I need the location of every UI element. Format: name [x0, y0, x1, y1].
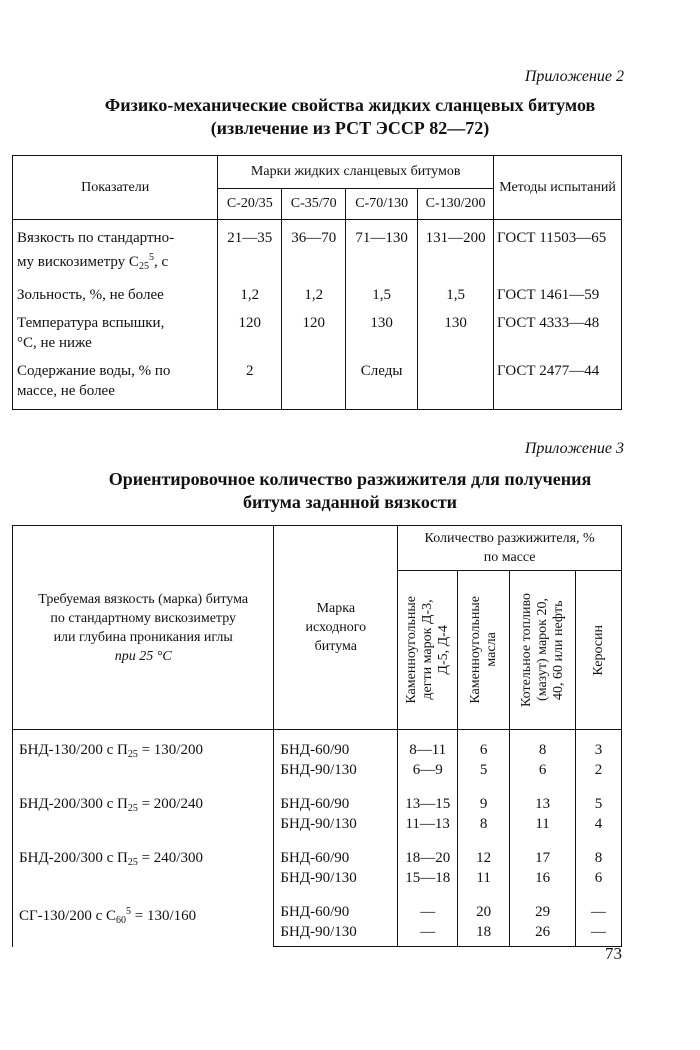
- solvent-quantity-table: [12, 525, 622, 947]
- value-cell: 6: [510, 760, 576, 780]
- value-cell: 2: [218, 355, 282, 410]
- value-cell: 8—11: [398, 730, 458, 761]
- header-line: Требуемая вязкость (марка) битума: [38, 591, 249, 607]
- value-cell: 131—200: [418, 220, 494, 280]
- table1-title-line2: (извлечение из РСТ ЭССР 82—72): [210, 118, 490, 138]
- method-cell: ГОСТ 1461—59: [494, 279, 622, 307]
- solvent-header: [458, 571, 510, 730]
- value-cell: 2: [576, 760, 622, 780]
- grade-header: С-20/35: [218, 189, 282, 220]
- value-cell: 18: [458, 922, 510, 947]
- value-cell: 1,5: [418, 279, 494, 307]
- table-row: [13, 848, 622, 868]
- source-grade-cell: БНД-90/130: [274, 760, 398, 780]
- table-row: [13, 355, 622, 410]
- source-grade-cell: БНД-60/90: [274, 902, 398, 922]
- req-text: СГ-130/200 с С: [19, 908, 117, 924]
- method-cell: ГОСТ 2477—44: [494, 355, 622, 410]
- header-line: или глубина проникания иглы: [53, 629, 233, 645]
- solvent-line: Каменноугольные: [403, 596, 419, 704]
- indicator-line: Температура вспышки,: [17, 315, 165, 331]
- value-cell: 1,5: [346, 279, 418, 307]
- indicator-line: массе, не более: [17, 383, 115, 399]
- method-cell: ГОСТ 11503—65: [494, 220, 622, 280]
- header-methods: Методы испытаний: [494, 156, 622, 220]
- indicator-subscript: 25: [138, 261, 149, 272]
- indicator-line: му вискозиметру C: [17, 254, 139, 270]
- solvent-line: 40, 60 или нефть: [550, 600, 566, 700]
- value-cell: —: [398, 902, 458, 922]
- value-cell: [282, 355, 346, 410]
- req-text: = 200/240: [137, 796, 203, 812]
- value-cell: Следы: [346, 355, 418, 410]
- appendix-2-label: Приложение 2: [524, 68, 624, 85]
- source-grade-cell: БНД-60/90: [274, 730, 398, 761]
- header-line: битума: [314, 639, 357, 654]
- indicator-cell: [13, 220, 218, 280]
- value-cell: 5: [458, 760, 510, 780]
- header-line: по массе: [483, 550, 536, 565]
- table-row: [13, 902, 622, 922]
- value-cell: 11: [458, 868, 510, 888]
- req-subscript: 25: [127, 857, 138, 868]
- table-row: [13, 730, 622, 761]
- value-cell: —: [576, 922, 622, 947]
- header-quantity: [398, 526, 622, 571]
- indicator-cell: Зольность, %, не более: [13, 279, 218, 307]
- req-text: БНД-130/200 с П: [19, 742, 128, 758]
- req-text: = 130/200: [137, 742, 203, 758]
- value-cell: 6: [458, 730, 510, 761]
- grade-header: С-130/200: [418, 189, 494, 220]
- solvent-line: Д-5, Д-4: [435, 625, 451, 675]
- req-text: = 240/300: [137, 850, 203, 866]
- source-grade-cell: БНД-90/130: [274, 814, 398, 834]
- header-source-grade: [274, 526, 398, 730]
- solvent-line: Котельное топливо: [518, 593, 534, 707]
- value-cell: 17: [510, 848, 576, 868]
- header-grades: Марки жидких сланцевых битумов: [218, 156, 494, 189]
- value-cell: 8: [510, 730, 576, 761]
- indicator-line: Содержание воды, % по: [17, 363, 171, 379]
- value-cell: 3: [576, 730, 622, 761]
- value-cell: 4: [576, 814, 622, 834]
- table1-title: [0, 94, 700, 140]
- table2-title-line2: битума заданной вязкости: [242, 492, 458, 512]
- indicator-line: °С, не ниже: [17, 335, 92, 351]
- value-cell: [418, 355, 494, 410]
- value-cell: 71—130: [346, 220, 418, 280]
- indicator-unit: , с: [153, 254, 169, 270]
- value-cell: 11: [510, 814, 576, 834]
- header-line: Количество разжижителя, %: [424, 531, 595, 546]
- table2-title-line1: Ориентировочное количество разжижителя для получения: [108, 469, 592, 489]
- required-viscosity-cell: [13, 848, 274, 888]
- indicator-line: Вязкость по стандартно-: [17, 230, 175, 246]
- req-text: БНД-200/300 с П: [19, 850, 128, 866]
- value-cell: 120: [282, 307, 346, 355]
- header-required-viscosity: [13, 526, 274, 730]
- required-viscosity-cell: [13, 794, 274, 834]
- solvent-line: (мазут) марок 20,: [534, 598, 550, 702]
- solvent-line: масла: [483, 632, 499, 668]
- value-cell: 36—70: [282, 220, 346, 280]
- req-subscript: 25: [127, 803, 138, 814]
- req-text: = 130/160: [131, 908, 197, 924]
- value-cell: 120: [218, 307, 282, 355]
- value-cell: —: [576, 902, 622, 922]
- value-cell: 13—15: [398, 794, 458, 814]
- required-viscosity-cell: [13, 730, 274, 781]
- req-superscript: 5: [126, 906, 132, 917]
- value-cell: 130: [346, 307, 418, 355]
- value-cell: 8: [458, 814, 510, 834]
- header-indicators: Показатели: [13, 156, 218, 220]
- value-cell: 21—35: [218, 220, 282, 280]
- value-cell: 9: [458, 794, 510, 814]
- source-grade-cell: БНД-90/130: [274, 922, 398, 947]
- value-cell: 12: [458, 848, 510, 868]
- page-number: 73: [605, 944, 622, 963]
- value-cell: 8: [576, 848, 622, 868]
- source-grade-cell: БНД-90/130: [274, 868, 398, 888]
- solvent-header: [576, 571, 622, 730]
- source-grade-cell: БНД-60/90: [274, 794, 398, 814]
- value-cell: 15—18: [398, 868, 458, 888]
- solvent-header: [510, 571, 576, 730]
- solvent-line: дегти марок Д-3,: [419, 599, 435, 701]
- value-cell: 6—9: [398, 760, 458, 780]
- bitumen-properties-table: [12, 155, 622, 410]
- indicator-superscript: 5: [148, 252, 154, 263]
- value-cell: 130: [418, 307, 494, 355]
- req-subscript: 60: [116, 915, 127, 926]
- value-cell: 26: [510, 922, 576, 947]
- indicator-cell: [13, 355, 218, 410]
- source-grade-cell: БНД-60/90: [274, 848, 398, 868]
- table-row: [13, 794, 622, 814]
- table-row: [13, 279, 622, 307]
- value-cell: 20: [458, 902, 510, 922]
- table1-title-line1: Физико-механические свойства жидких сланцевых битумов: [104, 95, 596, 115]
- table-row: [13, 220, 622, 280]
- header-line: по стандартному вискозиметру: [50, 610, 237, 626]
- value-cell: —: [398, 922, 458, 947]
- header-line: исходного: [305, 620, 367, 635]
- value-cell: 5: [576, 794, 622, 814]
- value-cell: 18—20: [398, 848, 458, 868]
- value-cell: 13: [510, 794, 576, 814]
- value-cell: 29: [510, 902, 576, 922]
- header-line: при 25 °С: [114, 648, 172, 664]
- table-row: [13, 307, 622, 355]
- grade-header: С-35/70: [282, 189, 346, 220]
- value-cell: 16: [510, 868, 576, 888]
- method-cell: ГОСТ 4333—48: [494, 307, 622, 355]
- solvent-line: Керосин: [590, 624, 606, 676]
- value-cell: 1,2: [218, 279, 282, 307]
- value-cell: 11—13: [398, 814, 458, 834]
- header-line: Марка: [316, 601, 356, 616]
- required-viscosity-cell: [13, 902, 274, 947]
- table2-title: [0, 468, 700, 514]
- solvent-header: [398, 571, 458, 730]
- solvent-line: Каменноугольные: [467, 596, 483, 704]
- value-cell: 6: [576, 868, 622, 888]
- req-subscript: 25: [127, 749, 138, 760]
- value-cell: 1,2: [282, 279, 346, 307]
- grade-header: С-70/130: [346, 189, 418, 220]
- appendix-3-label: Приложение 3: [524, 440, 624, 457]
- indicator-cell: [13, 307, 218, 355]
- req-text: БНД-200/300 с П: [19, 796, 128, 812]
